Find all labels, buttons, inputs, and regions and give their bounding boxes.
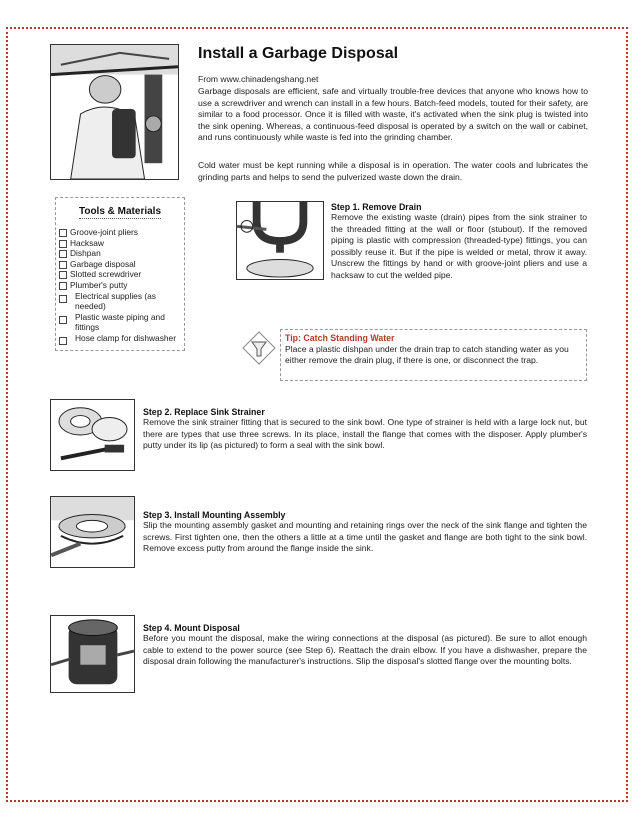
page-title: Install a Garbage Disposal (198, 45, 399, 62)
step1-illustration (236, 201, 324, 280)
tool-item: Slotted screwdriver (59, 269, 184, 280)
tool-item: Hose clamp for dishwasher (59, 333, 184, 345)
intro-paragraph-1: Garbage disposals are efficient, safe and virtually trouble-free devices that anyone who knows how to use a screwdriver and wrench can install in a few hours. Batch-feed models, touted for their safety, are similar to a food processor. Once it is filled with waste, it's activated when the sink plug is twisted into the sink opening. Whereas, a continuous-feed disposal is operated by a switch on the wall or cabinet, and runs continuously while waste is fed into the grinding chamber. (198, 86, 588, 143)
tool-item: Garbage disposal (59, 259, 184, 270)
checkbox-icon (59, 337, 67, 345)
tools-title: Tools & Materials (78, 206, 162, 217)
tool-item: Electrical supplies (as needed) (59, 291, 184, 312)
step1-title: Step 1. Remove Drain (331, 202, 422, 212)
step4-text: Before you mount the disposal, make the wiring connections at the disposal (as pictured). Be sure to allot enough cable to extend to the power source (see Step 6). Reattach the drain elbow. If you have a dishwasher, prepare the disposal drain following the manufacturer's instructions. Slip the disposal's slotted flange over the mounting bolts. (143, 633, 587, 667)
tool-item: Plastic waste piping and fittings (59, 312, 184, 333)
checkbox-icon (59, 316, 67, 324)
step3-title: Step 3. Install Mounting Assembly (143, 510, 286, 520)
tip-box (280, 329, 587, 381)
step3-text: Slip the mounting assembly gasket and mounting and retaining rings over the neck of the sink flange and tighten the screws. First tighten one, then the others a little at a time until the gasket and flange are both tight to the sink bowl. Remove excess putty from around the flange inside the sink. (143, 520, 587, 554)
step4-illustration (50, 615, 135, 693)
checkbox-icon (59, 240, 67, 248)
checkbox-icon (59, 295, 67, 303)
step2-text: Remove the sink strainer fitting that is secured to the sink bowl. One type of strainer is held with a large lock nut, but there are types that use three screws. In its place, install the flange that comes with the disposer. Apply plumber's putty under its lip (as pictured) to form a seal with the sink bowl. (143, 417, 587, 451)
tool-item: Groove-joint pliers (59, 227, 184, 238)
tool-item: Dishpan (59, 248, 184, 259)
header-illustration (50, 44, 179, 180)
tool-item: Plumber's putty (59, 280, 184, 291)
checkbox-icon (59, 271, 67, 279)
source-line: From www.chinadengshang.net (198, 74, 319, 84)
step2-illustration (50, 399, 135, 471)
tip-text: Place a plastic dishpan under the drain trap to catch standing water as you either remove the drain plug, if there is one, or disconnect the trap. (285, 344, 569, 365)
checkbox-icon (59, 282, 67, 290)
tip-title: Tip: Catch Standing Water (285, 333, 395, 343)
checkbox-icon (59, 261, 67, 269)
funnel-icon (242, 331, 276, 365)
step3-illustration (50, 496, 135, 568)
step1-text: Remove the existing waste (drain) pipes from the sink strainer to the threaded fitting at the wall or floor (stubout). If the removed piping is plastic with compression (threaded-type) fittings, you can possibly reuse it. But if the pipe is welded or metal, throw it away. Unscrew the fittings by hand or with groove-joint pliers and use a hacksaw to cut the welded pipe. (331, 212, 587, 280)
intro-paragraph-2: Cold water must be kept running while a disposal is in operation. The water cools and lubricates the grinding parts and helps to send the pulverized waste down the drain. (198, 160, 588, 182)
checkbox-icon (59, 229, 67, 237)
step4-title: Step 4. Mount Disposal (143, 623, 240, 633)
tools-list (59, 227, 184, 345)
tools-materials-box (55, 197, 185, 351)
tool-item: Hacksaw (59, 238, 184, 249)
checkbox-icon (59, 250, 67, 258)
step2-title: Step 2. Replace Sink Strainer (143, 407, 265, 417)
